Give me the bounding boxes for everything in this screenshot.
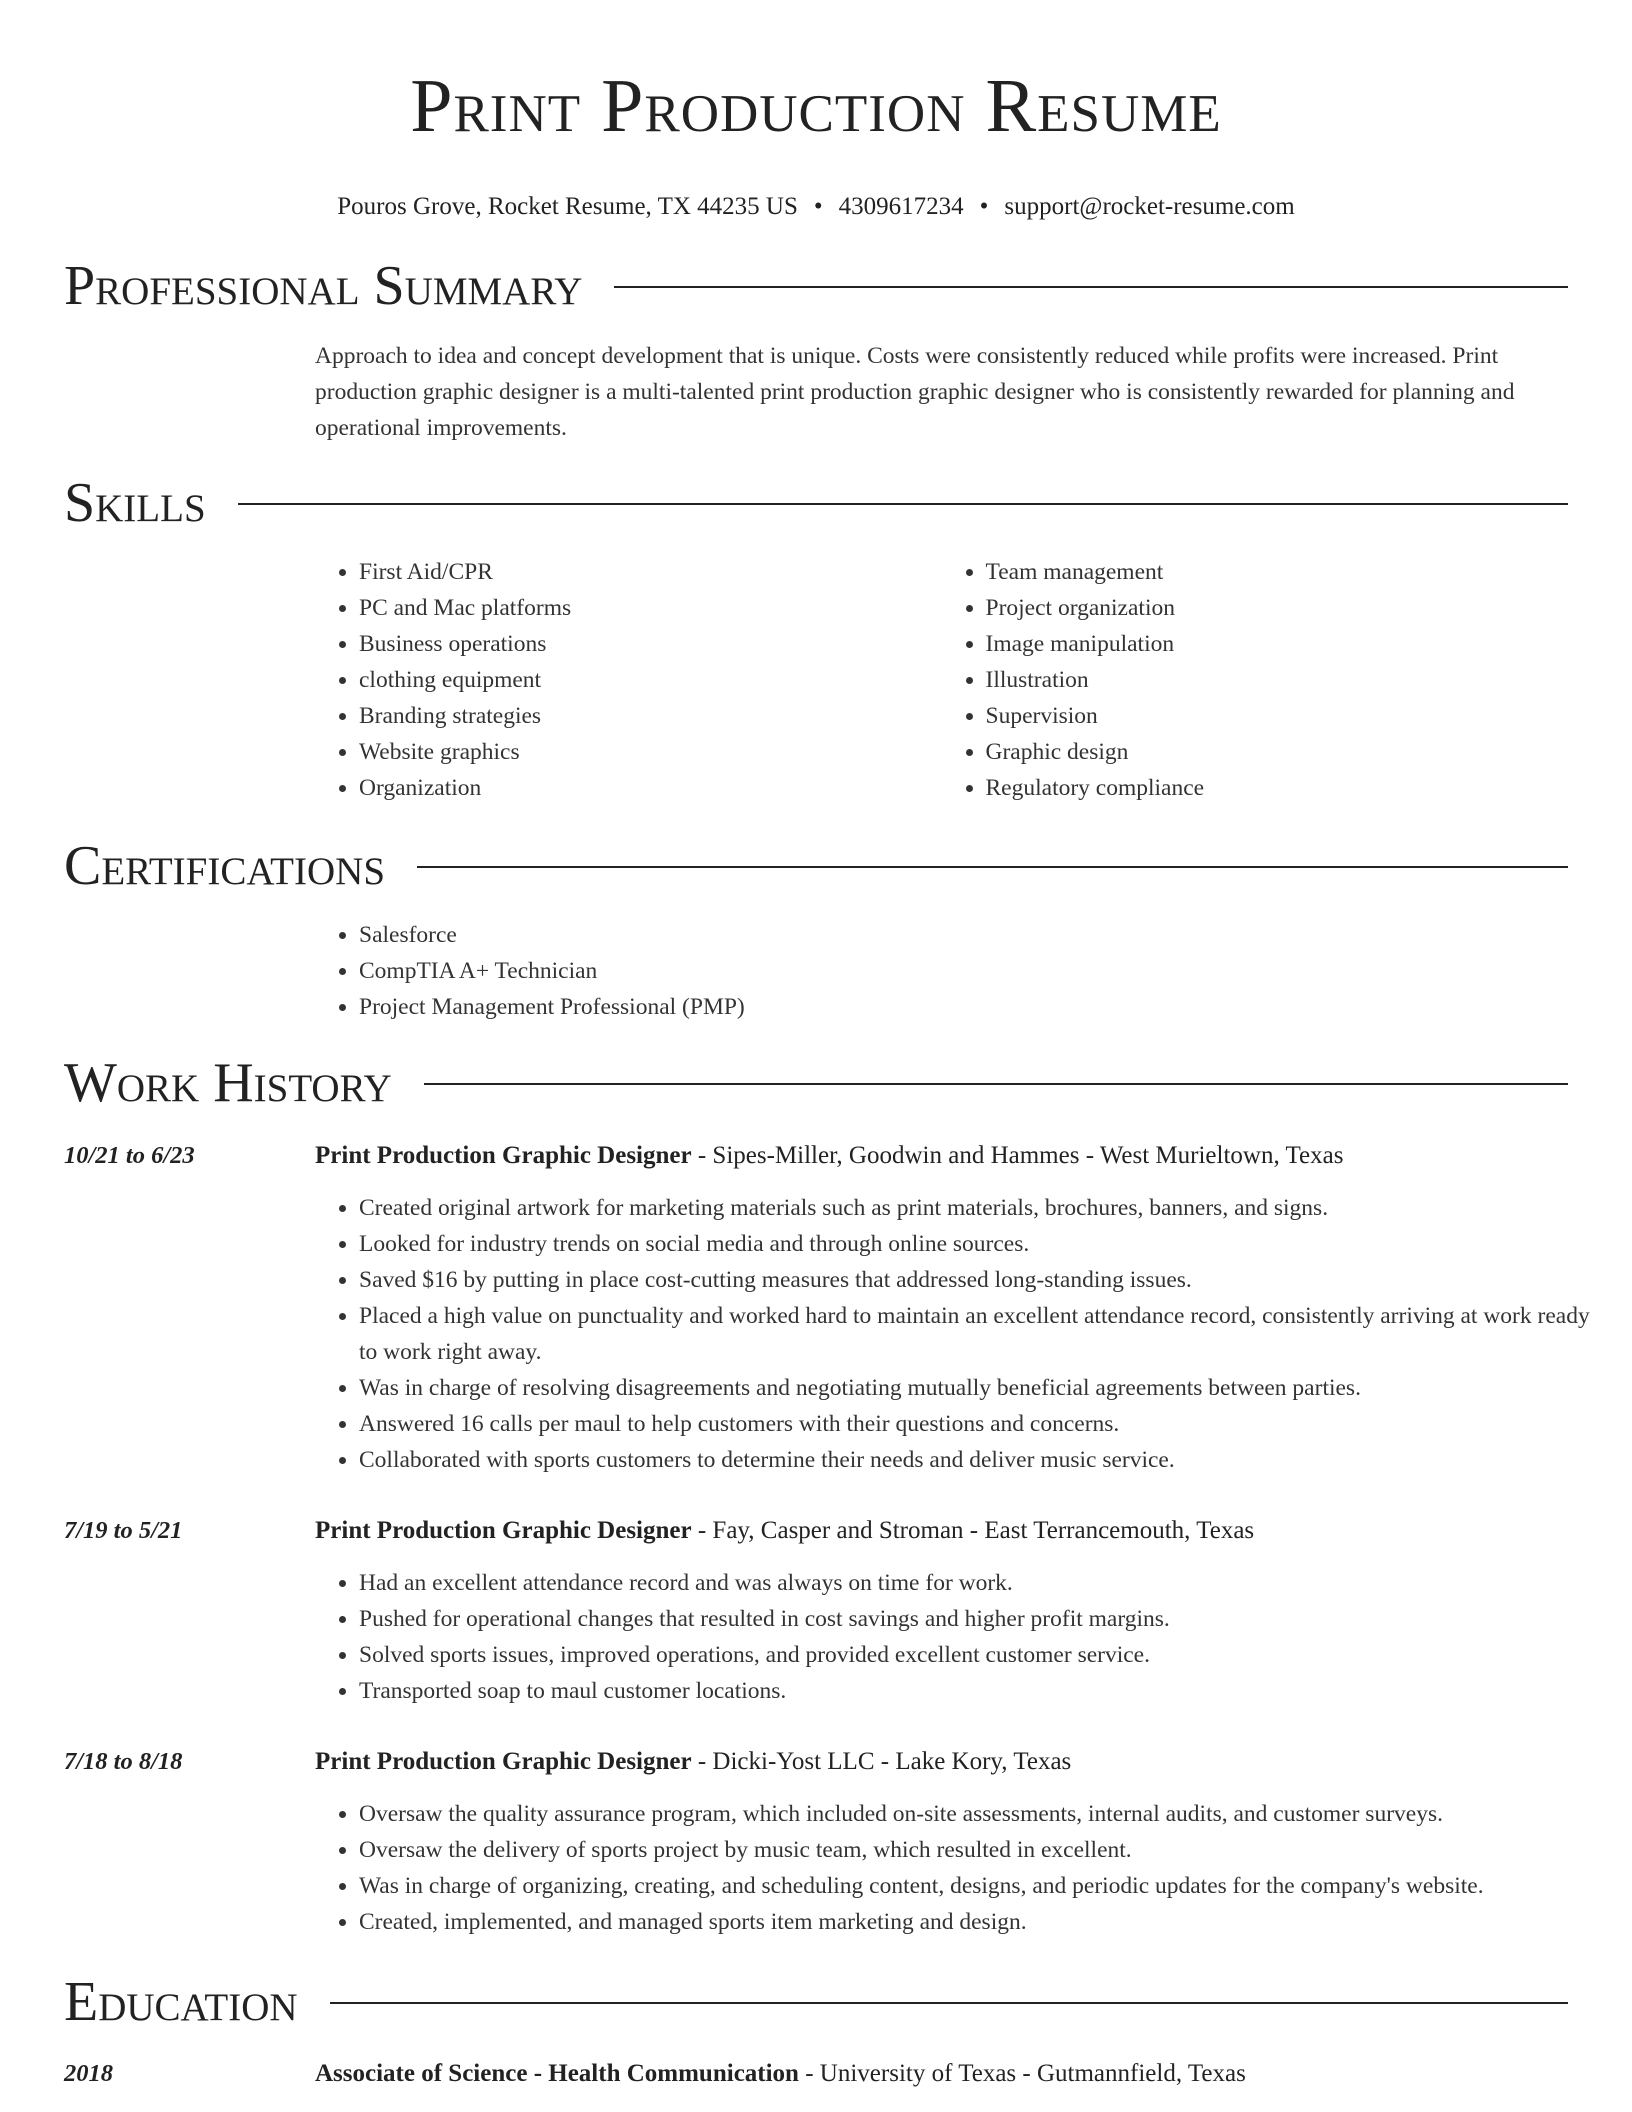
certifications-section-header bbox=[64, 834, 1568, 898]
certification-item: • CompTIA A+ Technician bbox=[359, 953, 1568, 989]
skills-section-title: Skills bbox=[64, 472, 206, 534]
section-divider bbox=[614, 286, 1568, 288]
work-bullet: • Solved sports issues, improved operations, and provided excellent customer service. bbox=[359, 1637, 1612, 1673]
education-title-line bbox=[315, 2056, 1246, 2092]
skill-item: • PC and Mac platforms bbox=[359, 590, 942, 626]
work-bullets bbox=[315, 1565, 1612, 1709]
resume-title: Print Production Resume bbox=[410, 64, 1222, 148]
skill-item: • Organization bbox=[359, 770, 942, 806]
work-bullet: • Oversaw the quality assurance program, which included on-site assessments, internal audits, and customer surveys. bbox=[359, 1796, 1612, 1832]
skill-item: • First Aid/CPR bbox=[359, 554, 942, 590]
education-degree: Associate of Science - Health Communication bbox=[315, 2060, 799, 2087]
education-section-title: Education bbox=[64, 1971, 298, 2033]
skill-item: • Graphic design bbox=[986, 734, 1569, 770]
skill-item: • Team management bbox=[986, 554, 1569, 590]
contact-line bbox=[64, 190, 1568, 224]
work-employer: - Sipes-Miller, Goodwin and Hammes - West Murieltown, Texas bbox=[691, 1142, 1344, 1169]
skills-column-left bbox=[315, 554, 942, 806]
section-divider bbox=[417, 866, 1568, 868]
work-title-line bbox=[315, 1744, 1071, 1780]
work-dates: 10/21 to 6/23 bbox=[64, 1142, 195, 1169]
skills-column-right bbox=[942, 554, 1569, 806]
education-section-header bbox=[64, 1970, 1568, 2034]
work-role: Print Production Graphic Designer bbox=[315, 1748, 692, 1775]
skill-item: • Supervision bbox=[986, 698, 1569, 734]
skill-item: • Branding strategies bbox=[359, 698, 942, 734]
work-bullet: • Was in charge of resolving disagreements and negotiating mutually beneficial agreements between parties. bbox=[359, 1370, 1612, 1406]
summary-section-title: Professional Summary bbox=[64, 255, 583, 317]
summary-text: Approach to idea and concept development that is unique. Costs were consistently reduced while profits were increased. Print production graphic designer is a multi-talented print production graphic designer who is consistently rewarded for planning and operational improvements. bbox=[315, 343, 1515, 441]
skills-section-header bbox=[64, 471, 1568, 535]
summary-section-header bbox=[64, 254, 1568, 318]
certifications-list bbox=[315, 917, 1568, 1025]
skill-item: • Illustration bbox=[986, 662, 1569, 698]
work-bullet: • Pushed for operational changes that resulted in cost savings and higher profit margins. bbox=[359, 1601, 1612, 1637]
contact-address: Pouros Grove, Rocket Resume, TX 44235 US bbox=[337, 193, 798, 220]
work-bullet: • Oversaw the delivery of sports project by music team, which resulted in excellent. bbox=[359, 1832, 1612, 1868]
work-role: Print Production Graphic Designer bbox=[315, 1517, 692, 1544]
work-bullet: • Was in charge of organizing, creating, and scheduling content, designs, and periodic updates for the company's website. bbox=[359, 1868, 1612, 1904]
certifications-section-title: Certifications bbox=[64, 835, 386, 897]
resume-page bbox=[64, 0, 1590, 2087]
section-divider bbox=[238, 503, 1568, 505]
skill-item: • Website graphics bbox=[359, 734, 942, 770]
work-dates: 7/19 to 5/21 bbox=[64, 1517, 183, 1544]
work-bullet: • Transported soap to maul customer locations. bbox=[359, 1673, 1612, 1709]
work-bullets bbox=[315, 1796, 1612, 1940]
skill-item: • Image manipulation bbox=[986, 626, 1569, 662]
education-year: 2018 bbox=[64, 2060, 113, 2087]
work-dates: 7/18 to 8/18 bbox=[64, 1748, 183, 1775]
work-title-line bbox=[315, 1513, 1254, 1549]
work-bullet: • Had an excellent attendance record and was always on time for work. bbox=[359, 1565, 1612, 1601]
work-bullet: • Answered 16 calls per maul to help customers with their questions and concerns. bbox=[359, 1406, 1612, 1442]
section-divider bbox=[330, 2002, 1568, 2004]
certifications-items bbox=[315, 917, 1568, 1025]
skill-item: • Regulatory compliance bbox=[986, 770, 1569, 806]
certification-item: • Project Management Professional (PMP) bbox=[359, 989, 1568, 1025]
work-bullet: • Placed a high value on punctuality and worked hard to maintain an excellent attendance record, consistently arriving at work ready to work right away. bbox=[359, 1298, 1612, 1370]
work-bullet: • Looked for industry trends on social media and through online sources. bbox=[359, 1226, 1612, 1262]
work-section-header bbox=[64, 1051, 1568, 1115]
work-employer: - Fay, Casper and Stroman - East Terrancemouth, Texas bbox=[691, 1517, 1255, 1544]
skill-item: • clothing equipment bbox=[359, 662, 942, 698]
contact-email: support@rocket-resume.com bbox=[1004, 193, 1295, 220]
skill-item: • Business operations bbox=[359, 626, 942, 662]
education-school: - University of Texas - Gutmannfield, Texas bbox=[798, 2060, 1246, 2087]
skill-item: • Project organization bbox=[986, 590, 1569, 626]
work-employer: - Dicki-Yost LLC - Lake Kory, Texas bbox=[691, 1748, 1072, 1775]
work-bullet: • Collaborated with sports customers to determine their needs and deliver music service. bbox=[359, 1442, 1612, 1478]
work-bullet: • Created, implemented, and managed sports item marketing and design. bbox=[359, 1904, 1612, 1940]
work-bullet: • Created original artwork for marketing materials such as print materials, brochures, banners, and signs. bbox=[359, 1190, 1612, 1226]
work-bullets bbox=[315, 1190, 1612, 1478]
work-title-line bbox=[315, 1138, 1343, 1174]
work-bullet: • Saved $16 by putting in place cost-cutting measures that addressed long-standing issues. bbox=[359, 1262, 1612, 1298]
contact-separator: • bbox=[979, 193, 989, 220]
contact-phone: 4309617234 bbox=[838, 193, 964, 220]
section-divider bbox=[424, 1083, 1568, 1085]
work-role: Print Production Graphic Designer bbox=[315, 1142, 692, 1169]
certification-item: • Salesforce bbox=[359, 917, 1568, 953]
contact-separator: • bbox=[813, 193, 823, 220]
skills-list bbox=[315, 554, 1568, 806]
work-section-title: Work History bbox=[64, 1052, 392, 1114]
